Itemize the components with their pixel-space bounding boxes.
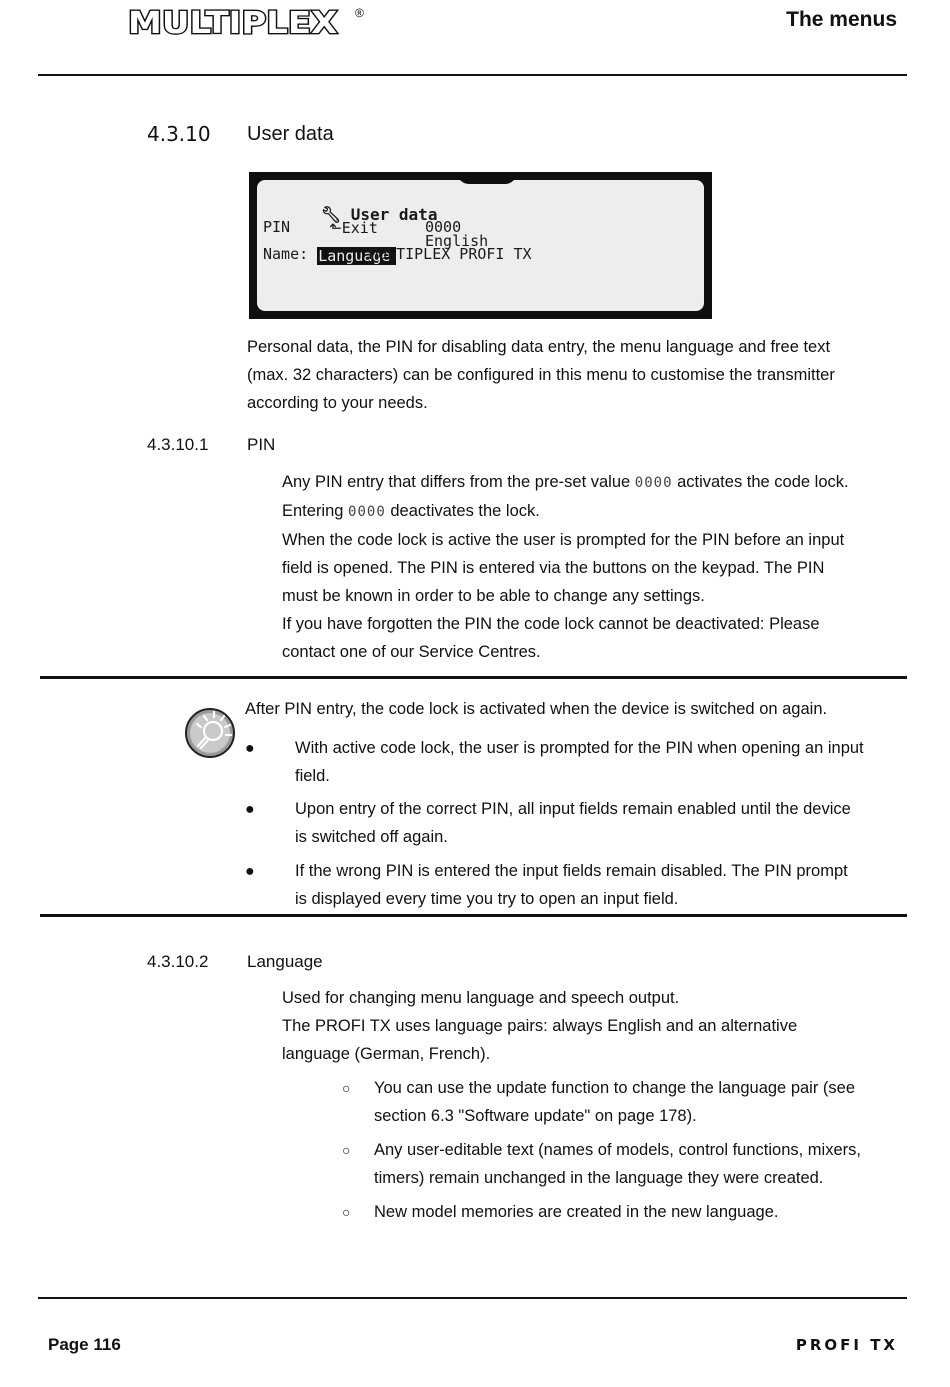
intro-line: (max. 32 characters) can be configured in this menu to customise the transmitter (247, 366, 835, 384)
language-item (374, 1136, 914, 1192)
note-lead: After PIN entry, the code lock is activated when the device is switched on again. (245, 700, 828, 718)
header-title: The menus (786, 8, 897, 31)
circle-bullet: ○ (342, 1142, 351, 1158)
note-bullet-line: If the wrong PIN is entered the input fields remain disabled. The PIN prompt (295, 862, 848, 880)
language-item-line: Any user-editable text (names of models, control functions, mixers, (374, 1141, 861, 1159)
lcd-pin-value: 0000 (425, 218, 462, 236)
pin-line-1-pre: Any PIN entry that differs from the pre-set value (282, 473, 635, 491)
lcd-display (257, 180, 704, 311)
pin-line: must be known in order to be able to change any settings. (282, 587, 705, 605)
footer-brand: PROFI TX (795, 1336, 898, 1354)
lcd-exit: Exit (341, 219, 378, 237)
pin-line-2-post: deactivates the lock. (385, 502, 540, 520)
lcd-screen (249, 172, 712, 319)
registered-mark: ® (355, 6, 364, 20)
language-section-title: Language (247, 952, 323, 971)
lcd-notch (457, 172, 517, 184)
bullet-dot: ● (245, 801, 255, 818)
bullet-dot: ● (245, 863, 255, 880)
header-rule (38, 74, 907, 76)
pin-code: 0000 (634, 475, 673, 491)
language-item (374, 1198, 914, 1226)
section-title: User data (247, 123, 334, 145)
note-bullet-line: field. (295, 767, 330, 785)
lcd-pin-label: PIN (263, 218, 291, 236)
language-item-line: You can use the update function to change the language pair (see (374, 1079, 856, 1097)
note-bullet (295, 857, 910, 913)
page-number: Page 116 (48, 1335, 121, 1354)
language-paragraph (282, 984, 912, 1068)
section-number: 4.3.10 (147, 122, 211, 146)
circle-bullet: ○ (342, 1204, 351, 1220)
note-bullet (295, 795, 910, 851)
note-bullet-line: is switched off again. (295, 828, 448, 846)
circle-bullet: ○ (342, 1080, 351, 1096)
pin-line-1 (282, 468, 912, 497)
pin-section-title: PIN (247, 435, 276, 454)
footer-rule (38, 1297, 907, 1299)
language-item-line: section 6.3 "Software update" on page 178). (374, 1107, 697, 1125)
note-bullet-line: Upon entry of the correct PIN, all input fields remain enabled until the device (295, 800, 851, 818)
bullet-dot: ● (245, 740, 255, 757)
note-bullet-line: is displayed every time you try to open an input field. (295, 890, 679, 908)
pin-line: field is opened. The PIN is entered via the buttons on the keypad. The PIN (282, 559, 825, 577)
pin-line-1-post: activates the code lock. (672, 473, 849, 491)
multiplex-logo: MULTIPLEX (128, 5, 338, 42)
language-item-line: timers) remain unchanged in the language they were created. (374, 1169, 824, 1187)
language-item-line: New model memories are created in the new language. (374, 1203, 779, 1221)
intro-line: Personal data, the PIN for disabling data entry, the menu language and free text (247, 338, 831, 356)
pin-line-2 (282, 497, 912, 526)
language-line: Used for changing menu language and speech output. (282, 989, 680, 1007)
pin-section-number: 4.3.10.1 (147, 435, 209, 454)
intro-line: according to your needs. (247, 394, 428, 412)
lcd-name-label: Name: (263, 245, 309, 263)
intro-paragraph (247, 333, 907, 417)
language-line: language (German, French). (282, 1045, 491, 1063)
note-bullet-line: With active code lock, the user is prompted for the PIN when opening an input (295, 739, 864, 757)
language-line: The PROFI TX uses language pairs: always English and an alternative (282, 1017, 798, 1035)
pin-line: When the code lock is active the user is prompted for the PIN before an input (282, 531, 845, 549)
pin-line: contact one of our Service Centres. (282, 643, 541, 661)
language-item (374, 1074, 914, 1130)
wrench-icon: 🔧︎ (320, 205, 342, 224)
pin-line-2-pre: Entering (282, 502, 349, 520)
note-bottom-rule (40, 914, 907, 917)
lightbulb-icon (184, 706, 236, 765)
pin-line: If you have forgotten the PIN the code lock cannot be deactivated: Please (282, 615, 820, 633)
lcd-language-label: Language (317, 247, 396, 265)
note-top-rule (40, 676, 907, 679)
return-arrow-icon: ⬑ (329, 219, 342, 237)
pin-code: 0000 (348, 504, 386, 520)
language-section-number: 4.3.10.2 (147, 952, 209, 971)
lcd-language-value: English (425, 232, 489, 250)
note-bullet (295, 734, 910, 790)
lcd-name-value: MULTIPLEX PROFI TX (369, 245, 532, 263)
pin-paragraph (282, 468, 912, 666)
lcd-title: User data (350, 205, 438, 224)
